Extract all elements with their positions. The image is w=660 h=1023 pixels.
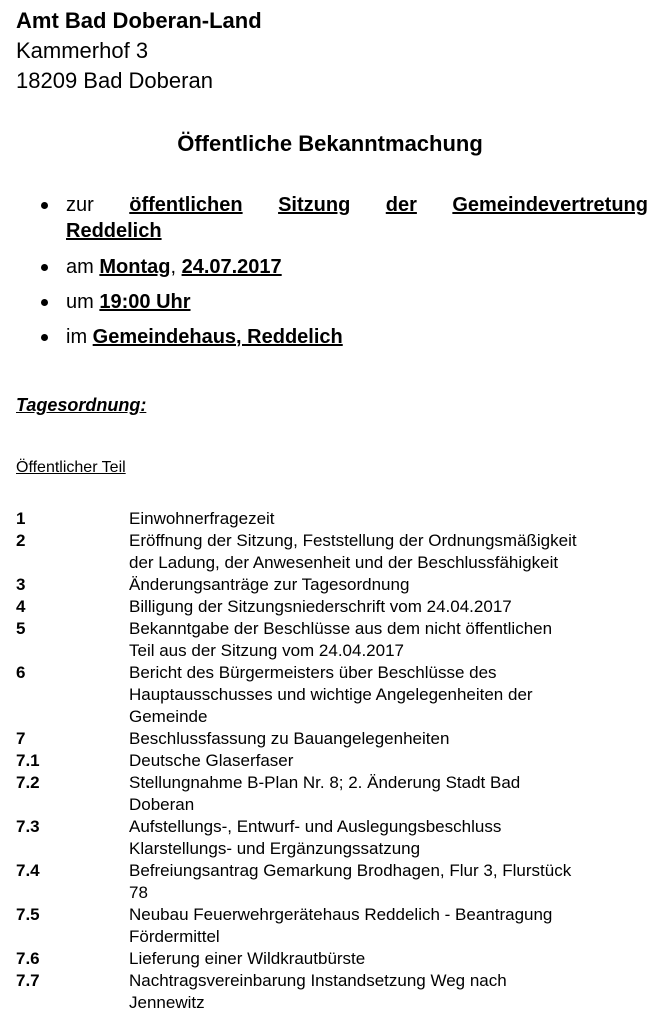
agenda-item	[0, 596, 660, 618]
agenda-item-line: Bericht des Bürgermeisters über Beschlüsse des	[129, 663, 497, 682]
agenda-item-line: Aufstellungs-, Entwurf- und Auslegungsbeschluss	[129, 817, 502, 836]
agenda-item	[0, 618, 660, 662]
sender-address-block	[16, 6, 262, 96]
meeting-type-word: öffentlichen	[129, 194, 243, 216]
agenda-item	[0, 816, 660, 860]
agenda-item-line: Befreiungsantrag Gemarkung Brodhagen, Flur 3, Flurstück	[129, 861, 572, 880]
meeting-type-word: der	[385, 194, 417, 216]
organization-name: Amt Bad Doberan-Land	[16, 8, 262, 33]
agenda-item	[0, 662, 660, 728]
agenda-item	[0, 508, 660, 530]
meeting-type-word: Sitzung	[278, 194, 351, 216]
agenda-item-line: Deutsche Glaserfaser	[129, 751, 294, 770]
agenda-item-line: Änderungsanträge zur Tagesordnung	[129, 575, 410, 594]
agenda-item-number: 6	[16, 663, 26, 682]
agenda-item-number: 7.1	[16, 751, 40, 770]
agenda-item-number: 5	[16, 619, 26, 638]
meeting-municipality: Reddelich	[66, 220, 162, 242]
agenda-item-text	[129, 530, 649, 574]
agenda-heading: Tagesordnung:	[16, 395, 147, 415]
agenda-item-number: 7.3	[16, 817, 40, 836]
agenda-item-line: Jennewitz	[129, 993, 205, 1012]
agenda-item-text	[129, 816, 649, 860]
agenda-item-text	[129, 860, 649, 904]
agenda-item-line: 78	[129, 883, 148, 902]
document-title: Öffentliche Bekanntmachung	[177, 131, 483, 156]
public-section-title: Öffentlicher Teil	[16, 459, 126, 476]
agenda-item-number: 7.2	[16, 773, 40, 792]
agenda-item-line: der Ladung, der Anwesenheit und der Beschlussfähigkeit	[129, 553, 559, 572]
agenda-item-line: Doberan	[129, 795, 195, 814]
agenda-item-text	[129, 596, 649, 618]
postal-city: 18209 Bad Doberan	[16, 68, 213, 93]
agenda-item-line: Eröffnung der Sitzung, Feststellung der Ordnungsmäßigkeit	[129, 531, 577, 550]
agenda-item-text	[129, 618, 649, 662]
meeting-type-text	[66, 192, 648, 244]
meeting-type-word: Gemeindevertretung	[452, 194, 648, 216]
agenda-item-line: Teil aus der Sitzung vom 24.04.2017	[129, 641, 405, 660]
agenda-item	[0, 530, 660, 574]
agenda-list	[0, 508, 660, 1014]
agenda-item	[0, 904, 660, 948]
agenda-item	[0, 574, 660, 596]
agenda-item-line: Neubau Feuerwehrgerätehaus Reddelich - Beantragung	[129, 905, 553, 924]
meeting-time-text	[66, 289, 191, 315]
meeting-place: Gemeindehaus, Reddelich	[92, 326, 343, 348]
bullet-dot-icon	[41, 299, 48, 306]
agenda-item	[0, 750, 660, 772]
agenda-item	[0, 948, 660, 970]
agenda-item-text	[129, 574, 649, 596]
bullet-dot-icon	[41, 334, 48, 341]
agenda-item-text	[129, 970, 649, 1014]
agenda-item-line: Hauptausschusses und wichtige Angelegenheiten der	[129, 685, 533, 704]
meeting-place-text	[66, 324, 343, 350]
street-address: Kammerhof 3	[16, 38, 149, 63]
agenda-item-line: Billigung der Sitzungsniederschrift vom 24.04.2017	[129, 597, 512, 616]
meeting-time-prefix: um	[66, 291, 94, 313]
bullet-dot-icon	[41, 264, 48, 271]
agenda-item	[0, 860, 660, 904]
agenda-item-text	[129, 728, 649, 750]
agenda-item-number: 7.6	[16, 949, 40, 968]
meeting-date-text	[66, 254, 282, 280]
agenda-item-line: Nachtragsvereinbarung Instandsetzung Weg nach	[129, 971, 507, 990]
agenda-item-number: 2	[16, 531, 26, 550]
meeting-type-prefix: zur	[66, 194, 94, 216]
agenda-item	[0, 970, 660, 1014]
meeting-date-prefix: am	[66, 256, 94, 278]
agenda-item-number: 3	[16, 575, 26, 594]
agenda-item-line: Beschlussfassung zu Bauangelegenheiten	[129, 729, 450, 748]
agenda-item-line: Klarstellungs- und Ergänzungssatzung	[129, 839, 421, 858]
meeting-place-prefix: im	[66, 326, 88, 348]
agenda-item-number: 4	[16, 597, 26, 616]
agenda-item-number: 7.7	[16, 971, 40, 990]
agenda-item-line: Stellungnahme B-Plan Nr. 8; 2. Änderung Stadt Bad	[129, 773, 521, 792]
agenda-item-number: 7.5	[16, 905, 40, 924]
agenda-item-text	[129, 904, 649, 948]
agenda-item-line: Lieferung einer Wildkrautbürste	[129, 949, 366, 968]
agenda-item-number: 7	[16, 729, 26, 748]
agenda-item-number: 1	[16, 509, 26, 528]
meeting-type-line-1	[66, 192, 648, 218]
meeting-date-separator: ,	[170, 256, 177, 278]
agenda-item-text	[129, 508, 649, 530]
agenda-item-line: Gemeinde	[129, 707, 208, 726]
agenda-item-text	[129, 772, 649, 816]
agenda-item	[0, 772, 660, 816]
agenda-item-number: 7.4	[16, 861, 40, 880]
meeting-weekday: Montag	[99, 256, 171, 278]
agenda-item-line: Fördermittel	[129, 927, 220, 946]
agenda-item-text	[129, 948, 649, 970]
agenda-item-line: Bekanntgabe der Beschlüsse aus dem nicht öffentlichen	[129, 619, 553, 638]
agenda-item	[0, 728, 660, 750]
agenda-item-line: Einwohnerfragezeit	[129, 509, 275, 528]
agenda-item-text	[129, 662, 649, 728]
meeting-time: 19:00 Uhr	[99, 291, 191, 313]
bullet-dot-icon	[41, 202, 48, 209]
meeting-date: 24.07.2017	[181, 256, 282, 278]
agenda-item-text	[129, 750, 649, 772]
